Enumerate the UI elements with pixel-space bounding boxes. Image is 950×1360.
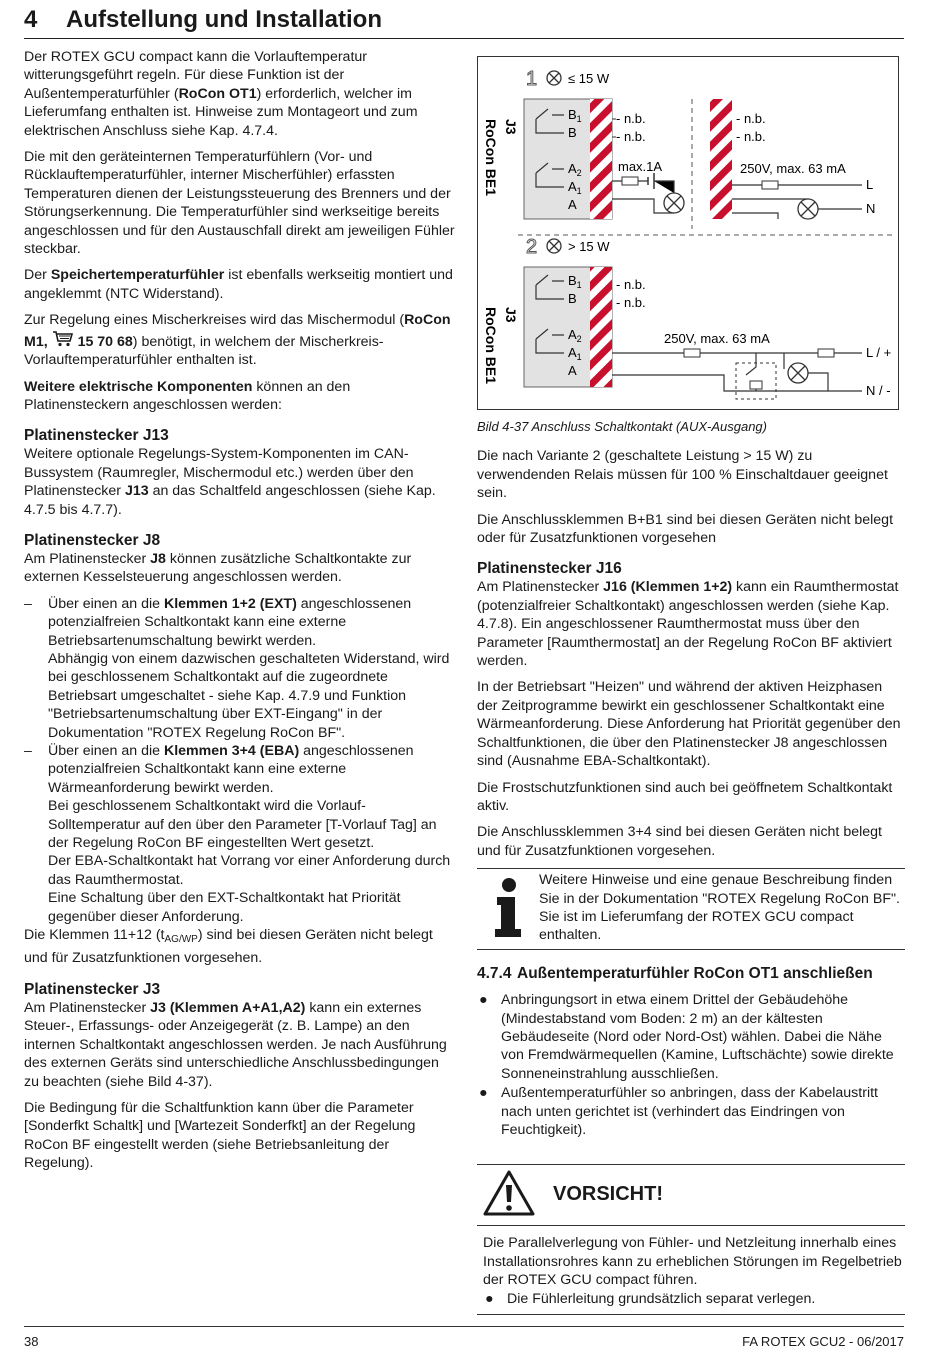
- terminal-a2: $A_2$: [568, 327, 582, 344]
- warning-title: VORSICHT!: [553, 1183, 663, 1206]
- info-note: [477, 868, 905, 950]
- paragraph-frost: Die Frostschutzfunktionen sind auch bei geöffnetem Schaltkontakt aktiv.: [477, 779, 893, 814]
- side-label-j3-bottom: J3: [503, 307, 519, 323]
- section-474-list: [477, 991, 905, 1139]
- warning-icon: [483, 1169, 535, 1217]
- paragraph-mixer: Zur Regelung eines Mischerkreises wird das Mischermodul (RoCon M1, 15 70 68) benötigt, in welchem der Mischerkreis-Vorlauftemperaturfühler enthalten ist.: [24, 312, 451, 369]
- label-fuse-250v-1: 250V, max. 63 mA: [740, 161, 846, 176]
- label-l-plus: L / +: [866, 345, 892, 360]
- wiring-diagram: [477, 56, 899, 410]
- label-n: N: [866, 201, 876, 216]
- heading-j13: Platinenstecker J13: [24, 427, 169, 445]
- paragraph-components: Weitere elektrische Komponenten können an den Platinensteckern angeschlossen werden:: [24, 378, 351, 413]
- terminal-a: A: [568, 363, 577, 378]
- chapter-header: [24, 4, 904, 39]
- chapter-title: Aufstellung und Installation: [66, 6, 382, 33]
- paragraph-j3: Am Platinenstecker J3 (Klemmen A+A1,A2) kann ein externes Steuer-, Erfassungs- oder Anzeigegerät (z. B. Lampe) an den internen Schaltkontakt angeschlossen werden. Je nach Ausführung des externen Geräts sind unterschiedliche Anschlussbedingungen zu beachten (siehe Bild 4-37).: [24, 999, 447, 1090]
- list-item: ● Anbringungsort in etwa einem Drittel der Gebäudehöhe (Mindestabstand vom Boden: 2 m) an der kältesten Gebäudeseite (Nord oder Nord-Ost) wählen. Dabei die Nähe von Fremdwärmequellen (Kamine, Luftschächte) sowie direkte Sonneneinstrahlung ausschließen.: [479, 992, 894, 1082]
- paragraph-heating: In der Betriebsart "Heizen" und während der aktiven Heizphasen der Zeitprogramme bewirkt ein geschlossener Schaltkontakt eine Wärmeanforderung. Diese Anforderung hat Priorität gegenüber den Schaltfunktionen, die über den Platinenstecker J8 angeschlossen sind (Ausnahme EBA-Schaltkontakt).: [477, 679, 901, 770]
- side-label-j3-top: J3: [503, 119, 519, 135]
- paragraph-j16: Am Platinenstecker J16 (Klemmen 1+2) kann ein Raumthermostat (potenzialfreier Schaltkontakt) angeschlossen werden (siehe Kap. 4.7.8). Ein angeschlossener Raumthermostat muss über den Parameter [Raumthermostat] an der Regelung RoCon BF aktiviert werden.: [477, 579, 899, 670]
- label-max-1a: max.1A: [618, 159, 663, 174]
- terminal-a1: $A_1$: [568, 345, 582, 362]
- label-nb-b-v2: - n.b.: [616, 295, 646, 310]
- label-nb-b1: - n.b.: [616, 111, 646, 126]
- variant-1-label: ≤ 15 W: [568, 71, 610, 86]
- variant-2-number: 2: [526, 236, 538, 258]
- paragraph-j13: Weitere optionale Regelungs-System-Komponenten im CAN-Bussystem (Raumregler, Mischermodul etc.) werden über den Platinenstecker J13 an das Schaltfeld angeschlossen (siehe Kap. 4.7.5 bis 4.7.7).: [24, 446, 436, 518]
- label-fuse-250v-2: 250V, max. 63 mA: [664, 331, 770, 346]
- page-number: 38: [24, 1334, 39, 1349]
- list-item: – Über einen an die Klemmen 3+4 (EBA) angeschlossenen potenzialfreien Schaltkontakt kann eine externe Wärmeanforderung bewirkt werden. Bei geschlossenem Schaltkontakt wird die Vorlauf-Solltemperatur auf den über den Parameter [T-Vorlauf Tag] an der Regelung RoCon BF eingestellten Wert gesetzt. Der EBA-Schaltkontakt hat Vorrang vor einer Anforderung durch das Raumthermostat. Eine Schaltung über den EXT-Schaltkontakt hat Priorität gegenüber dieser Anforderung.: [24, 743, 451, 925]
- terminal-a2: $A_2$: [568, 161, 582, 178]
- terminal-b1: $B_1$: [568, 107, 582, 124]
- paragraph-j3-condition: Die Bedingung für die Schaltfunktion kann über die Parameter [Sonderfkt Schaltk] und [Wartezeit Sonderfkt] an der Regelung RoCon BF eingestellt werden (siehe Betriebsanleitung der Regelung).: [24, 1099, 416, 1172]
- variant-1-number: 1: [526, 68, 538, 90]
- terminal-b: B: [568, 291, 577, 306]
- paragraph-sensors: Die mit den geräteinternen Temperaturfühlern (Vor- und Rücklauftemperaturfühler, interner Mischerfühler) erfassten Temperaturen dienen der Leistungssteuerung des Brenners und der Störungserkennung. Die Temperaturfühler sind werkseitige bereits angeschlossen und für den Austauschfall direkt am jeweiligen Fühler steckbar.: [24, 149, 455, 258]
- cart-icon: [52, 330, 74, 346]
- right-column: [477, 48, 905, 1315]
- paragraph-terminals-34: Die Anschlussklemmen 3+4 sind bei diesen Geräten nicht belegt und für Zusatzfunktionen vorgesehen.: [477, 824, 882, 859]
- label-nb-b1-v2: - n.b.: [616, 277, 646, 292]
- label-l: L: [866, 177, 874, 192]
- chapter-number: 4: [24, 6, 38, 33]
- side-label-rocon-top: RoCon BE1: [483, 119, 499, 196]
- variant-2-label: > 15 W: [568, 239, 610, 254]
- left-column: [24, 48, 456, 1181]
- section-heading-474: 4.7.4 Außentemperaturfühler RoCon OT1 anschließen: [477, 965, 873, 983]
- warning-bullet: ● Die Fühlerleitung grundsätzlich separat verlegen.: [485, 1290, 816, 1307]
- heading-j8: Platinenstecker J8: [24, 531, 161, 549]
- paragraph-j8: Am Platinenstecker J8 können zusätzliche Schaltkontakte zur externen Kesselsteuerung angeschlossen werden.: [24, 550, 412, 586]
- lamp-symbol-icon: [547, 71, 561, 85]
- heading-j3: Platinenstecker J3: [24, 980, 161, 998]
- label-nb-b-right: - n.b.: [736, 129, 766, 144]
- paragraph-storage-sensor: Der Speichertemperaturfühler ist ebenfalls werkseitig montiert und angeklemmt (NTC Widerstand).: [24, 267, 453, 302]
- page-footer: [24, 1326, 904, 1357]
- lamp-symbol-icon: [547, 239, 561, 253]
- paragraph-terminals-b: Die Anschlussklemmen B+B1 sind bei diesen Geräten nicht belegt oder für Zusatzfunktionen vorgesehen: [477, 511, 894, 547]
- list-item: ● Außentemperaturfühler so anbringen, dass der Kabelaustritt nach unten gerichtet ist (verhindert das Eindringen von Feuchtigkeit).: [479, 1085, 878, 1138]
- info-note-text: Weitere Hinweise und eine genaue Beschreibung finden Sie in der Dokumentation "ROTEX Regelung RoCon BF". Sie ist im Lieferumfang der ROTEX GCU compact enthalten.: [539, 872, 900, 944]
- figure-caption: Bild 4-37 Anschluss Schaltkontakt (AUX-Ausgang): [477, 419, 767, 434]
- paragraph-intro: Der ROTEX GCU compact kann die Vorlauftemperatur witterungsgeführt regeln. Für diese Funktion ist der Außentemperaturfühler (RoCon OT1) erforderlich, welcher im Lieferumfang enthalten ist. Hinweise zum Montageort und zum elektrischen Anschluss siehe Kap. 4.7.4.: [24, 49, 418, 139]
- j8-list: [24, 595, 456, 926]
- terminal-a: A: [568, 197, 577, 212]
- terminal-b: B: [568, 125, 577, 140]
- paragraph-j8-closing: Die Klemmen 11+12 $(t_{AG/WP})$ sind bei diesen Geräten nicht belegt und für Zusatzfunktionen vorgesehen.: [24, 927, 433, 967]
- label-nb-b: - n.b.: [616, 129, 646, 144]
- info-icon: [491, 877, 525, 937]
- terminal-a1: $A_1$: [568, 179, 582, 196]
- paragraph-relay: Die nach Variante 2 (geschaltete Leistung > 15 W) zu verwendenden Relais müssen für 100 % Einschaltdauer geeignet sein.: [477, 448, 888, 502]
- warning-box: [477, 1164, 905, 1315]
- list-item: – Über einen an die Klemmen 1+2 (EXT) angeschlossenen potenzialfreien Schaltkontakt kann eine externe Betriebsartenumschaltung bewirkt werden. Abhängig von einem dazwischen geschalteten Widerstand, wird bei geschlossenem Schaltkontakt auf die zugeordnete Betriebsart umgeschaltet - siehe Kap. 4.7.9 und Funktion "Betriebsartenumschaltung über EXT-Eingang" in der Dokumentation "ROTEX Regelung RoCon BF".: [24, 595, 450, 741]
- label-nb-b1-right: - n.b.: [736, 111, 766, 126]
- warning-text: Die Parallelverlegung von Fühler- und Netzleitung innerhalb eines Installationsrohres kann zu erheblichen Störungen im Regelbetrieb der ROTEX GCU compact führen.: [483, 1235, 902, 1289]
- side-label-rocon-bottom: RoCon BE1: [483, 307, 499, 384]
- heading-j16: Platinenstecker J16: [477, 560, 622, 578]
- document-id: FA ROTEX GCU2 - 06/2017: [742, 1334, 904, 1349]
- terminal-b1: $B_1$: [568, 273, 582, 290]
- label-n-minus: N / -: [866, 383, 891, 398]
